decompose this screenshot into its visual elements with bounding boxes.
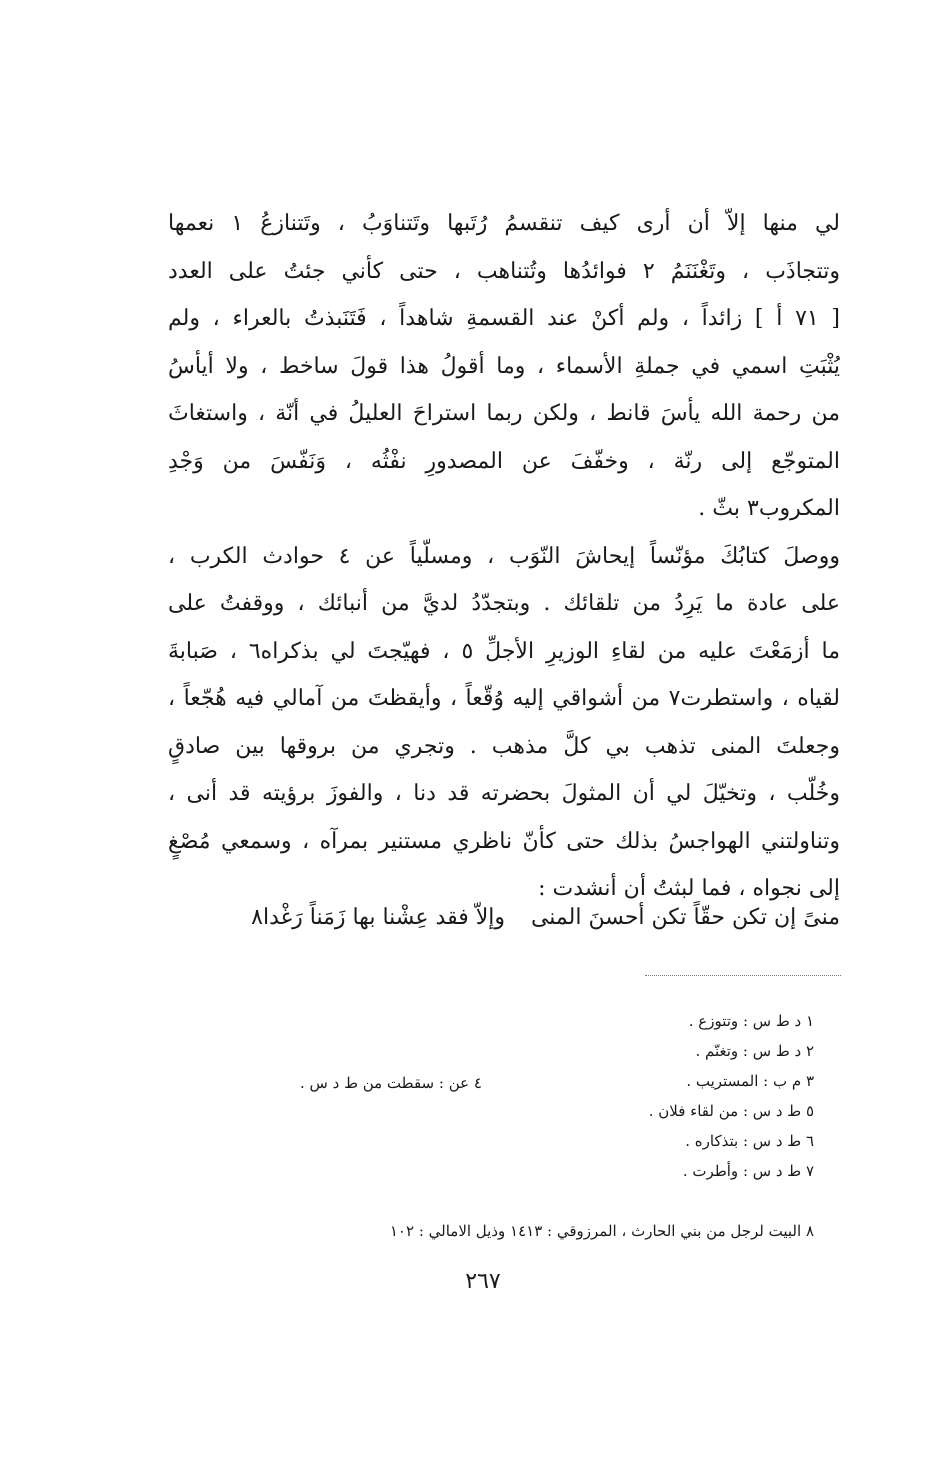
footnote-4: ٤ عن : سقطت من ط د س . bbox=[300, 1074, 482, 1092]
text-line: وتتجاذَب ، وتَغْنَنَمُ ٢ فوائدُها وتُتناهب ، حتى كأني جئتُ على العدد bbox=[168, 258, 840, 284]
text-line: المتوجّع إلى رنّة ، وخفّفَ عن المصدورِ نفْثُه ، وَنَفّسَ من وَجْدِ bbox=[168, 448, 840, 474]
footnote: ١ د ط س : وتتوزع . bbox=[688, 1012, 814, 1030]
footnote: ٧ ط د س : وأطرت . bbox=[682, 1162, 814, 1180]
poetry-verse bbox=[168, 893, 840, 943]
text-line: ووصلَ كتابُكَ مؤنّساً إيحاشَ النّوَب ، ومسلّياً عن ٤ حوادث الكرب ، bbox=[168, 543, 840, 569]
text-line: على عادة ما يَرِدُ من تلقائك . وبتجدّدُ لديَّ من أنبائك ، ووقفتُ على bbox=[168, 591, 840, 616]
text-line: وخُلّب ، وتخيّلَ لي أن المثولَ بحضرته قد دنا ، والفوزَ برؤيته قد أنى ، bbox=[168, 781, 840, 806]
text-line: إلى نجواه ، فما لبثتُ أن أنشدت : bbox=[538, 876, 840, 901]
text-line: من رحمة الله يأسَ قانط ، ولكن ربما استراحَ العليلُ في أنّة ، واستغاثَ bbox=[168, 401, 840, 426]
text-line: ما أزمَعْتَ عليه من لقاءِ الوزيرِ الأجلِّ ٥ ، فهيّجتَ لي بذكراه٦ ، صَبابةَ bbox=[168, 638, 840, 664]
text-line: وتناولتني الهواجسُ بذلك حتى كأنّ ناظري مستنير بمرآه ، وسمعي مُصْغٍ bbox=[168, 828, 840, 854]
text-line: [ ٧١ أ ] زائداً ، ولم أكنْ عند القسمةِ شاهداً ، فَتَنَبذتُ بالعراء ، ولم bbox=[168, 306, 840, 331]
text-line: المكروب٣ بثّ . bbox=[698, 496, 840, 521]
main-text bbox=[168, 200, 840, 913]
footnote: ٥ ط د س : من لقاء فلان . bbox=[648, 1102, 814, 1120]
text-line: لقياه ، واستطرت٧ من أشواقي إليه وُقّعاً ، وأيقظتَ من آمالي فيه هُجّعاً ، bbox=[168, 686, 840, 711]
footnote-8: ٨ البيت لرجل من بني الحارث ، المرزوقي : ١٤١٣ وذيل الامالي : ١٠٢ bbox=[389, 1222, 814, 1240]
page-number: ٢٦٧ bbox=[465, 1269, 501, 1294]
text-line: وجعلتَ المنى تذهب بي كلَّ مذهب . وتجري من بروقها بين صادقٍ bbox=[168, 733, 840, 759]
footnote-divider bbox=[645, 975, 841, 976]
verse-first-hemistich: منىً إن تكن حقّاً تكن أحسنَ المنى bbox=[530, 905, 840, 930]
verse-second-hemistich: وإلاّ فقد عِشْنا بها زَمَناً رَغْدا٨ bbox=[251, 905, 505, 930]
text-line: لي منها إلاّ أن أرى كيف تنقسمُ رُتَبها وتَتناوَبُ ، وتَتنازعُ ١ نعمها bbox=[168, 211, 840, 236]
footnote: ٢ د ط س : وتغنّم . bbox=[695, 1042, 814, 1060]
text-line: يُثْبَتِ اسمي في جملةِ الأسماء ، وما أقولُ هذا قولَ ساخط ، ولا أيأسُ bbox=[168, 353, 840, 379]
footnote: ٣ م ب : المستريب . bbox=[686, 1072, 814, 1090]
footnote: ٦ ط د س : بتذكاره . bbox=[685, 1132, 814, 1150]
